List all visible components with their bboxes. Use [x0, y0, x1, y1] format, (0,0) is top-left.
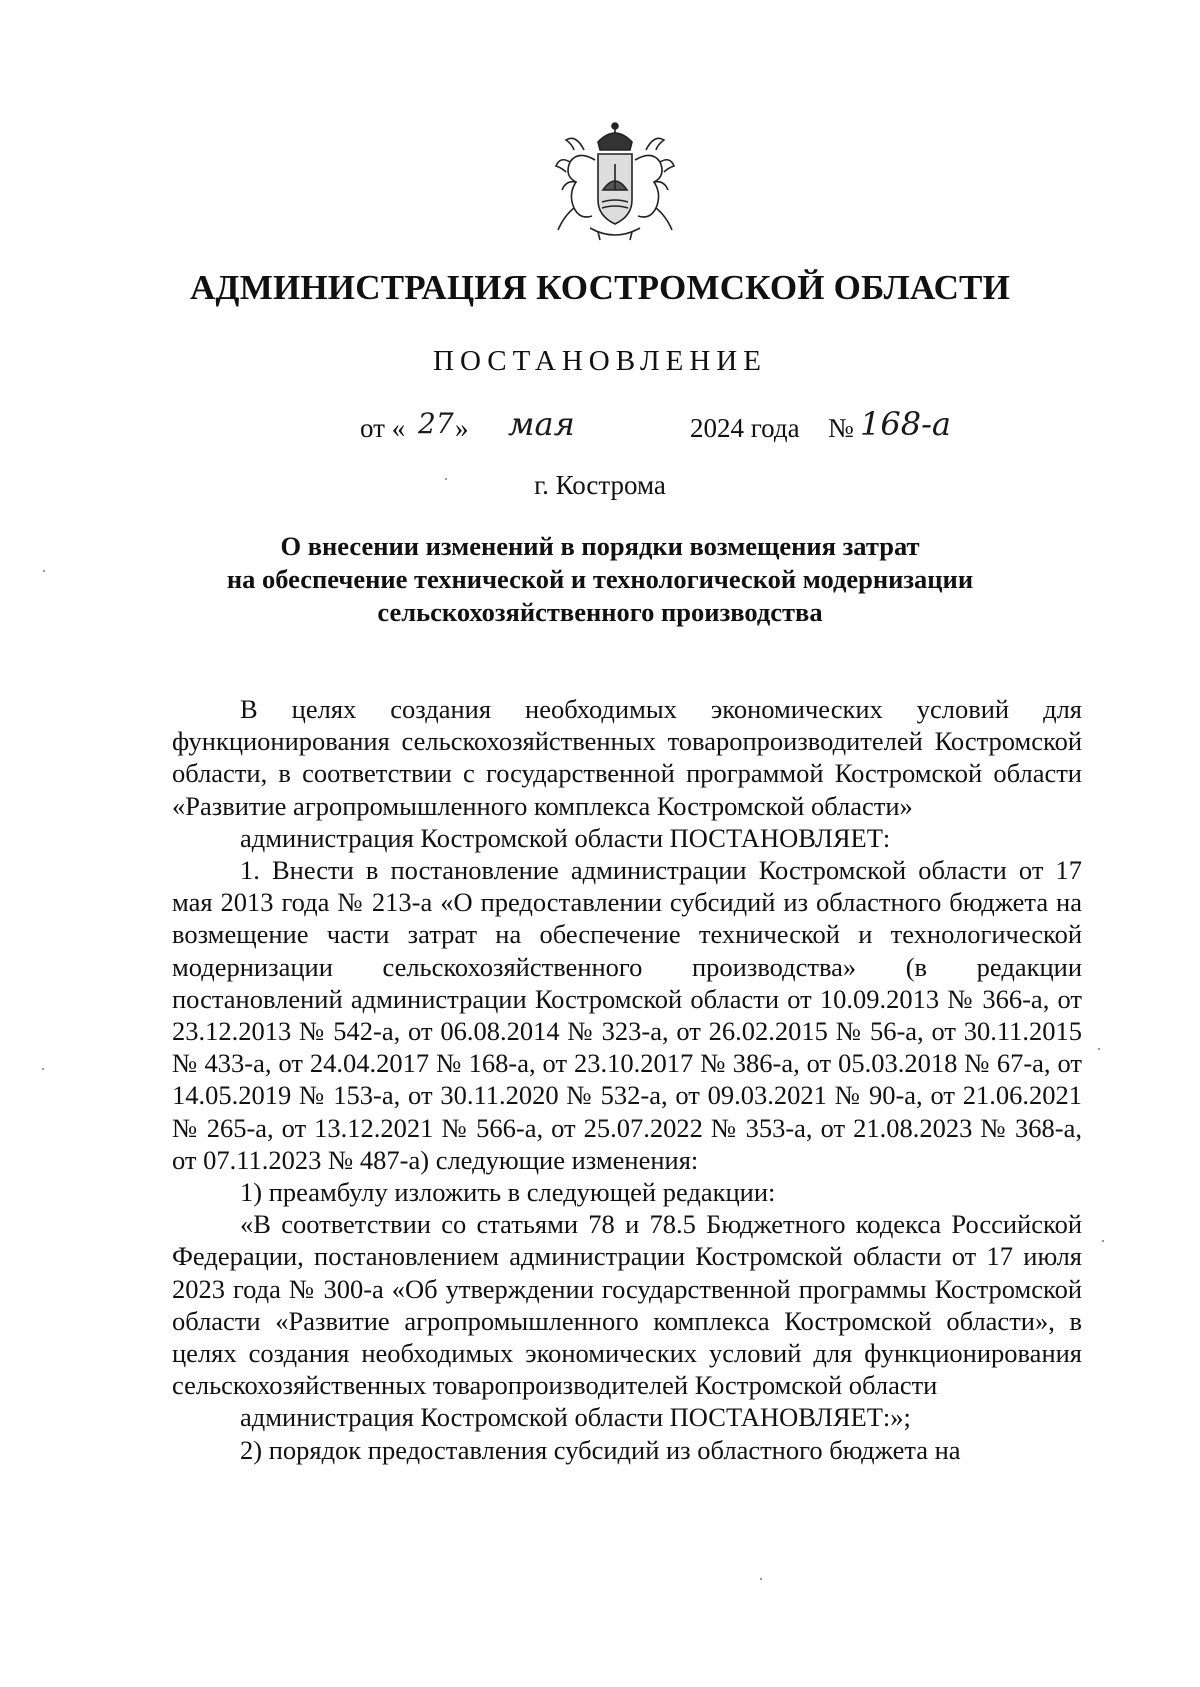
paragraph-quoted-resolves: администрация Костромской области ПОСТАНОВЛЯЕТ:»; [240, 1402, 911, 1433]
date-prefix: от « [360, 413, 406, 443]
city: г. Кострома [534, 470, 666, 500]
document-type: ПОСТАНОВЛЕНИЕ [433, 345, 767, 377]
paragraph-subitem-1: 1) преамбулу изложить в следующей редакции: [240, 1177, 776, 1208]
coat-of-arms-icon [540, 120, 690, 245]
scan-speck [43, 570, 45, 572]
number-prefix: № [828, 413, 854, 443]
title-line-1: О внесении изменений в порядки возмещения затрат [280, 531, 920, 561]
document-body [172, 693, 1082, 1466]
date-close: » [455, 413, 469, 443]
date-day-handwritten: 27 [418, 407, 454, 440]
paragraph-quoted-preamble: «В соответствии со статьями 78 и 78.5 Бюджетного кодекса Российской Федерации, постановлением администрации Костромской области от 17 июля 2023 года № 300-а «Об утверждении государственной программы Костромской области «Развитие агропромышленного комплекса Костромской области», в целях создания необходимых экономических условий для функционирования сельскохозяйственных товаропроизводителей Костромской области [172, 1209, 1082, 1401]
scan-speck [760, 1578, 762, 1580]
date-year: 2024 года [690, 413, 800, 443]
paragraph-item-1: 1. Внести в постановление администрации Костромской области от 17 мая 2013 года № 213-а «О предоставлении субсидий из областного бюджета на возмещение части затрат на обеспечение технической и технологической модернизации сельскохозяйственного производства» (в редакции постановлений администрации Костромской области от 10.09.2013 № 366-а, от 23.12.2013 № 542-а, от 06.08.2014 № 323-а, от 26.02.2015 № 56-а, от 30.11.2015 № 433-а, от 24.04.2017 № 168-а, от 23.10.2017 № 386-а, от 05.03.2018 № 67-а, от 14.05.2019 № 153-а, от 30.11.2020 № 532-а, от 09.03.2021 № 90-а, от 21.06.2021 № 265-а, от 13.12.2021 № 566-а, от 25.07.2022 № 353-а, от 21.08.2023 № 368-а, от 07.11.2023 № 487-а) следующие изменения: [172, 855, 1082, 1175]
scan-speck [445, 478, 447, 480]
scan-speck [1098, 1048, 1100, 1050]
date-month-handwritten: мая [508, 405, 575, 443]
paragraph-preamble: В целях создания необходимых экономических условий для функционирования сельскохозяйственных товаропроизводителей Костромской области, в соответствии с государственной программой Костромской области «Развитие агропромышленного комплекса Костромской области» [172, 694, 1082, 821]
date-line [360, 405, 1080, 455]
title-line-3: сельскохозяйственного производства [377, 597, 823, 627]
document-title [200, 530, 1000, 629]
scan-speck [1102, 1240, 1104, 1242]
document-number-handwritten: 168-а [860, 405, 951, 443]
paragraph-subitem-2: 2) порядок предоставления субсидий из областного бюджета на [240, 1434, 961, 1465]
scan-speck [42, 1068, 44, 1070]
title-line-2: на обеспечение технической и технологической модернизации [226, 564, 974, 594]
paragraph-resolves: администрация Костромской области ПОСТАНОВЛЯЕТ: [240, 822, 891, 853]
organization-name: АДМИНИСТРАЦИЯ КОСТРОМСКОЙ ОБЛАСТИ [189, 268, 1011, 307]
